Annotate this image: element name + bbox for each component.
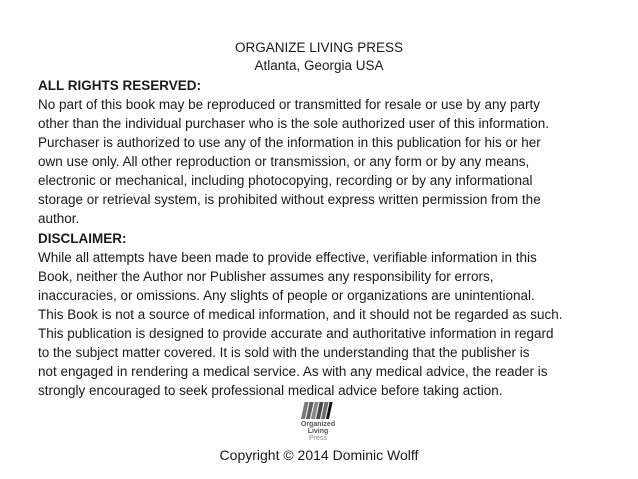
publisher-name: ORGANIZE LIVING PRESS — [234, 40, 404, 55]
disclaimer-line: not engaged in rendering a medical service. As with any medical advice, the reader is — [38, 364, 548, 379]
disclaimer-line: inaccuracies, or omissions. Any slights of people or organizations are unintentional. — [38, 288, 535, 303]
disclaimer-line: This publication is designed to provide accurate and authoritative information in regard — [38, 326, 554, 341]
rights-line: No part of this book may be reproduced or transmitted for resale or use by any party — [38, 97, 540, 112]
rights-line: other than the individual purchaser who is the sole authorized user of this information. — [38, 116, 550, 131]
logo-text-press: Press — [309, 435, 327, 442]
logo-text-organized: Organized — [300, 421, 336, 428]
disclaimer-paragraph — [38, 248, 618, 400]
disclaimer-line: Book, neither the Author nor Publisher assumes any responsibility for errors, — [38, 269, 494, 284]
disclaimer-line: While all attempts have been made to provide effective, verifiable information in this — [38, 250, 537, 265]
publisher-logo — [287, 400, 349, 442]
publisher-location: Atlanta, Georgia USA — [254, 58, 384, 73]
rights-line: storage or retrieval system, is prohibited without express written permission from the — [38, 192, 541, 207]
rights-paragraph — [38, 95, 618, 228]
disclaimer-heading: DISCLAIMER: — [38, 231, 127, 246]
disclaimer-line: to the subject matter covered. It is sold with the understanding that the publisher is — [38, 345, 530, 360]
rights-line: Purchaser is authorized to use any of the information in this publication for his or her — [38, 135, 541, 150]
logo-text-living: Living — [307, 428, 329, 435]
disclaimer-line: strongly encouraged to seek professional medical advice before taking action. — [38, 383, 503, 398]
rights-line: own use only. All other reproduction or transmission, or any form or by any means, — [38, 154, 530, 169]
stacked-books-icon — [287, 400, 349, 422]
rights-heading: ALL RIGHTS RESERVED: — [38, 78, 202, 93]
disclaimer-line: This Book is not a source of medical information, and it should not be regarded as such. — [38, 307, 563, 322]
copyright-notice: Copyright © 2014 Dominic Wolff — [219, 447, 419, 463]
rights-line: author. — [38, 211, 80, 226]
rights-line: electronic or mechanical, including photocopying, recording or by any informational — [38, 173, 533, 188]
